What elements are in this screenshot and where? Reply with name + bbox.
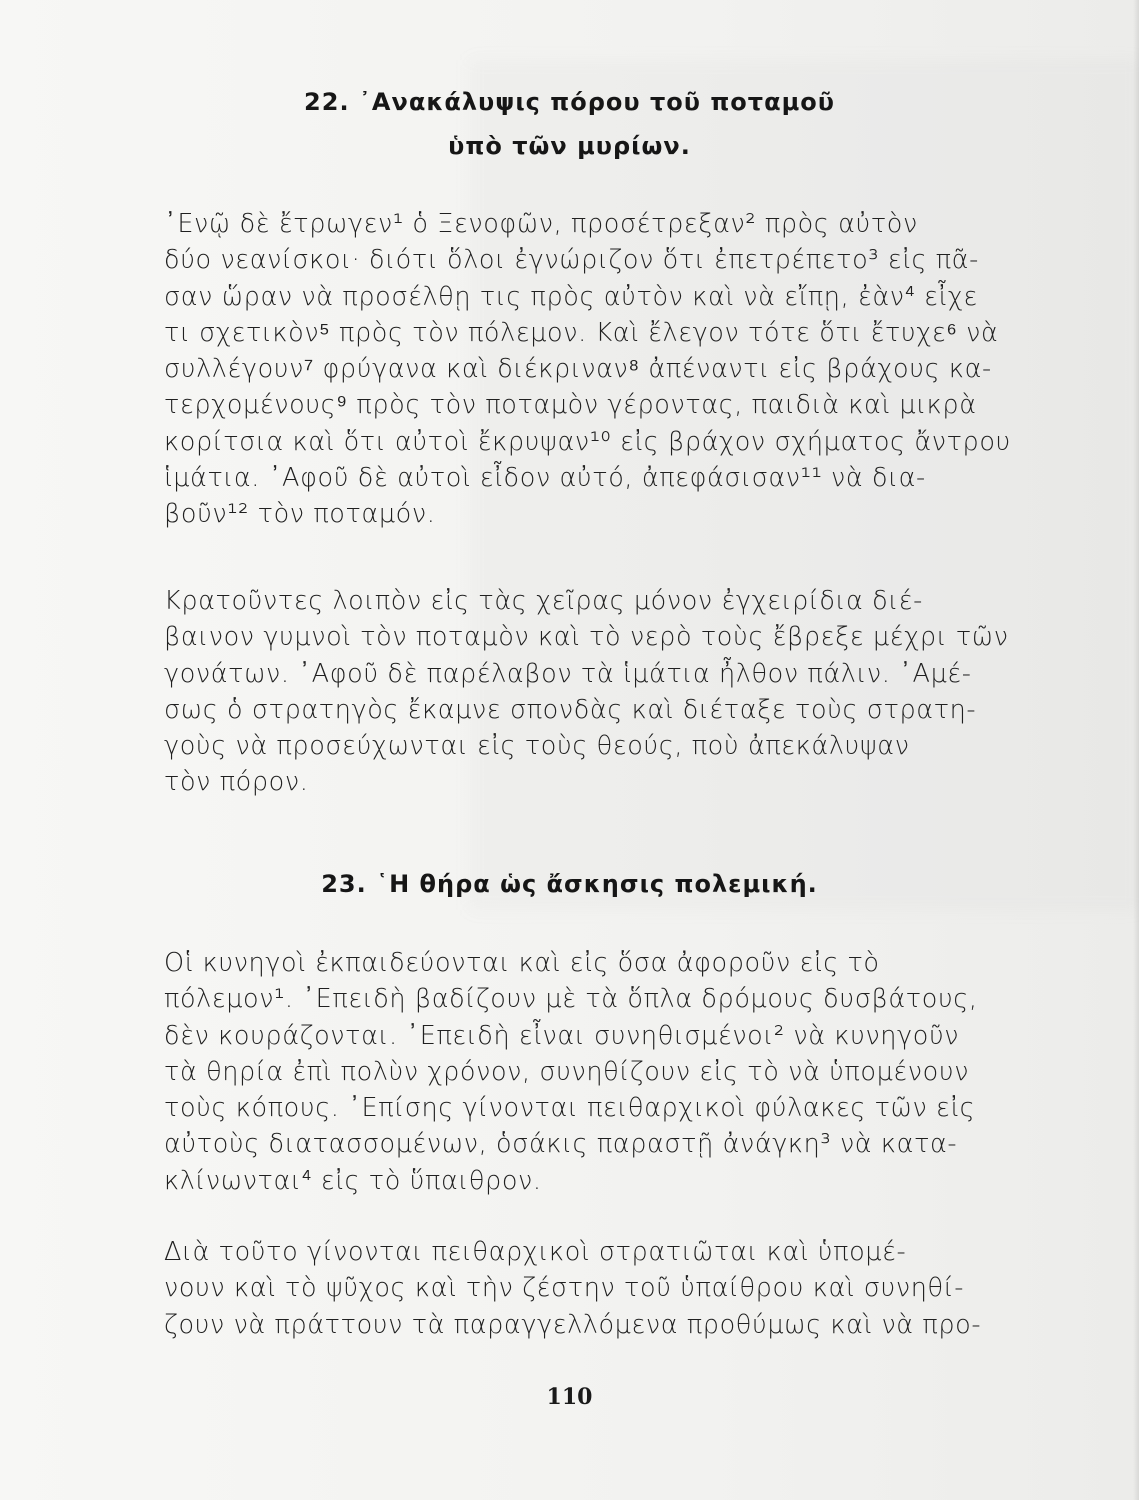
- text-line: κορίτσια καὶ ὅτι αὐτοὶ ἔκρυψαν¹⁰ εἰς βράχον σχήματος ἄντρου: [164, 426, 1011, 457]
- text-line: δὲν κουράζονται. ᾿Επειδὴ εἶναι συνηθισμένοι² νὰ κυνηγοῦν: [164, 1020, 960, 1051]
- section-23-paragraph-1: [164, 945, 1040, 1199]
- text-line: τοὺς κόπους. ᾿Επίσης γίνονται πειθαρχικοὶ φύλακες τῶν εἰς: [164, 1093, 976, 1124]
- section-23-paragraph-2: [164, 1234, 1040, 1343]
- section-22-heading: [0, 80, 1139, 168]
- text-line: κλίνωνται⁴ εἰς τὸ ὕπαιθρον.: [164, 1165, 542, 1196]
- text-line: ἱμάτια. ᾿Αφοῦ δὲ αὐτοὶ εἶδον αὐτό, ἀπεφάσισαν¹¹ νὰ δια-: [164, 463, 926, 494]
- text-line: σαν ὥραν νὰ προσέλθῃ τις πρὸς αὐτὸν καὶ νὰ εἴπῃ, ἐὰν⁴ εἶχε: [164, 281, 978, 312]
- text-line: βοῦν¹² τὸν ποταμόν.: [164, 499, 436, 530]
- text-line: πόλεμον¹. ᾿Επειδὴ βαδίζουν μὲ τὰ ὅπλα δρόμους δυσβάτους,: [164, 984, 978, 1015]
- text-line: γοὺς νὰ προσεύχωνται εἰς τοὺς θεούς, ποὺ ἀπεκάλυψαν: [164, 731, 910, 762]
- text-line: σως ὁ στρατηγὸς ἔκαμνε σπονδὰς καὶ διέταξε τοὺς στρατη-: [164, 694, 977, 725]
- text-line: τερχομένους⁹ πρὸς τὸν ποταμὸν γέροντας, παιδιὰ καὶ μικρὰ: [164, 390, 977, 421]
- text-line: Κρατοῦντες λοιπὸν εἰς τὰς χεῖρας μόνον ἐγχειρίδια διέ-: [164, 586, 923, 616]
- text-line: ᾿Ενῷ δὲ ἔτρωγεν¹ ὁ Ξενοφῶν, προσέτρεξαν² πρὸς αὐτὸν: [164, 209, 918, 239]
- text-line: αὐτοὺς διατασσομένων, ὁσάκις παραστῇ ἀνάγκη³ νὰ κατα-: [164, 1129, 958, 1160]
- text-line: Οἱ κυνηγοὶ ἐκπαιδεύονται καὶ εἰς ὅσα ἀφοροῦν εἰς τὸ: [164, 948, 880, 978]
- text-line: νουν καὶ τὸ ψῦχος καὶ τὴν ζέστην τοῦ ὑπαίθρου καὶ συνηθί-: [164, 1273, 964, 1304]
- text-line: βαινον γυμνοὶ τὸν ποταμὸν καὶ τὸ νερὸ τοὺς ἔβρεξε μέχρι τῶν: [164, 622, 1009, 653]
- text-line: δύο νεανίσκοι· διότι ὅλοι ἐγνώριζον ὅτι ἐπετρέπετο³ εἰς πᾶ-: [164, 245, 979, 276]
- text-line: τι σχετικὸν⁵ πρὸς τὸν πόλεμον. Καὶ ἔλεγον τότε ὅτι ἔτυχε⁶ νὰ: [164, 317, 999, 348]
- section-23-heading: 23. ῾Η θήρα ὡς ἄσκησις πολεμική.: [321, 870, 818, 898]
- page-edge-shadow: [1133, 0, 1139, 1500]
- text-line: τὰ θηρία ἐπὶ πολὺν χρόνον, συνηθίζουν εἰς τὸ νὰ ὑπομένουν: [164, 1056, 970, 1087]
- page-number: 110: [546, 1384, 593, 1410]
- heading-line: 22. ᾿Ανακάλυψις πόρου τοῦ ποταμοῦ: [304, 88, 835, 116]
- text-line: τὸν πόρον.: [164, 767, 309, 798]
- heading-line: ὑπὸ τῶν μυρίων.: [448, 132, 691, 160]
- section-22-paragraph-2: [164, 583, 1040, 801]
- text-line: ζουν νὰ πράττουν τὰ παραγγελλόμενα προθύμως καὶ νὰ προ-: [164, 1309, 982, 1340]
- text-line: γονάτων. ᾿Αφοῦ δὲ παρέλαβον τὰ ἱμάτια ἦλθον πάλιν. ᾿Αμέ-: [164, 658, 972, 689]
- section-22-paragraph-1: [164, 206, 1040, 533]
- text-line: Διὰ τοῦτο γίνονται πειθαρχικοὶ στρατιῶται καὶ ὑπομέ-: [164, 1237, 907, 1267]
- text-line: συλλέγουν⁷ φρύγανα καὶ διέκριναν⁸ ἀπέναντι εἰς βράχους κα-: [164, 354, 992, 385]
